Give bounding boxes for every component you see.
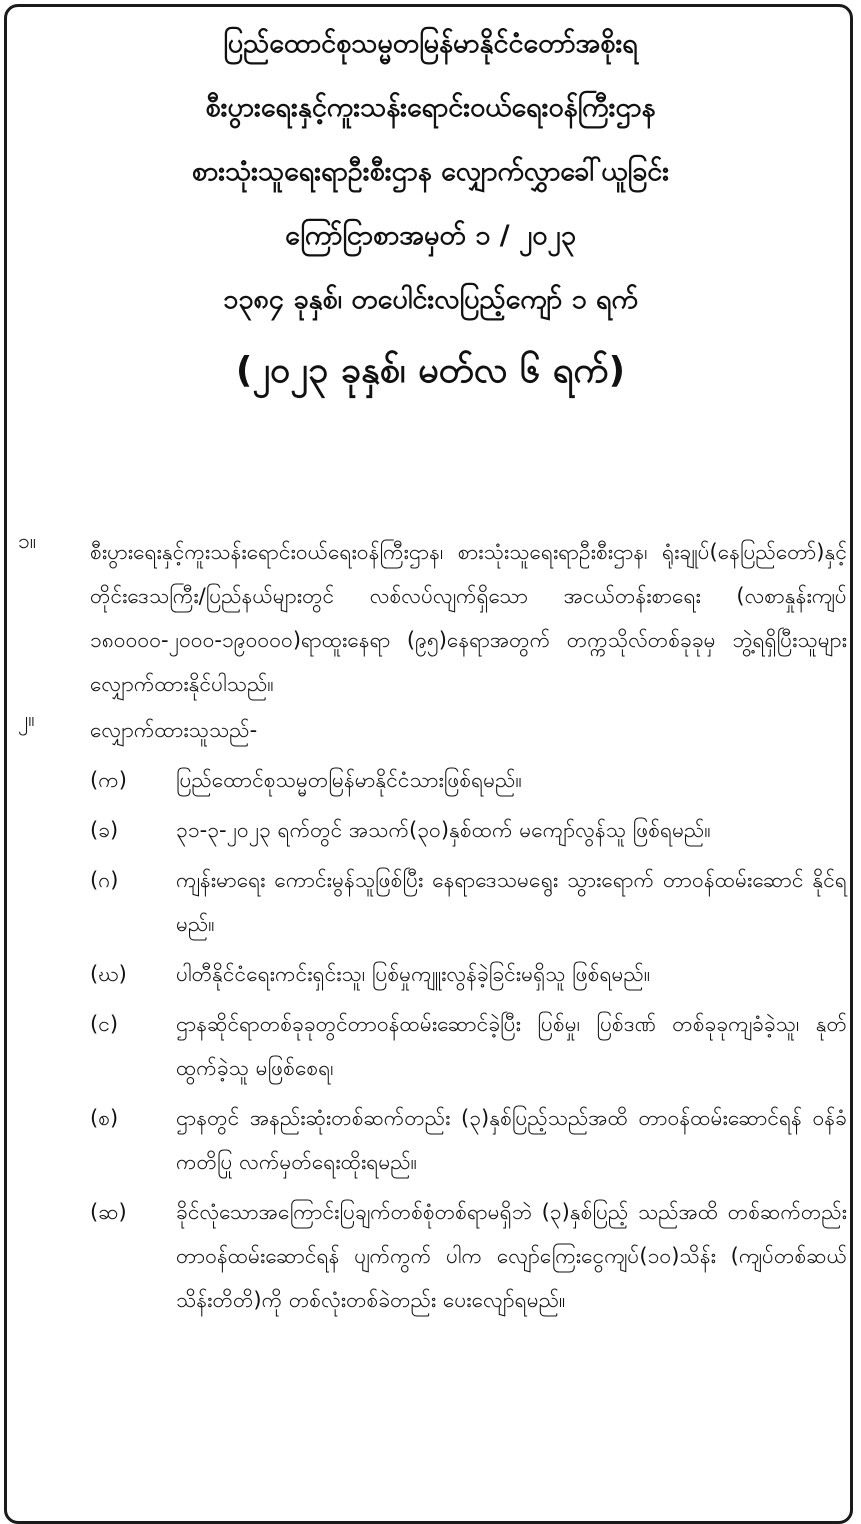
paragraph-1	[18, 530, 847, 706]
item-text: ၃၁-၃-၂၀၂၃ ရက်တွင် အသက်(၃၀)နှစ်ထက် မကျော်လွန်သူ ဖြစ်ရမည်။	[176, 818, 711, 842]
heading-line-department: စားသုံးသူရေးရာဦးစီးဌာန လျှောက်လွှာခေါ်ယူခြင်း	[191, 156, 670, 187]
item-label: (ခ)	[90, 818, 119, 842]
heading-line-notice-number: ကြော်ငြာစာအမှတ် ၁ / ၂၀၂၃	[285, 220, 576, 251]
heading-line-gregorian-date: (၂၀၂၃ ခုနှစ်၊ မတ်လ ၆ ရက်)	[235, 350, 626, 391]
announcement-heading	[10, 12, 851, 410]
paragraph-number: ၁။	[18, 529, 37, 553]
announcement-body	[18, 530, 847, 1322]
item-label: (စ)	[90, 1106, 119, 1130]
paragraph-text: စီးပွားရေးနှင့်ကူးသန်းရောင်းဝယ်ရေးဝန်ကြီးဌာန၊ စားသုံးသူရေးရာဦးစီးဌာန၊ ရုံးချုပ်(နေပြည်တော်)နှင့် တိုင်းဒေသကြီး/ပြည်နယ်များတွင် လစ်လပ်လျက်ရှိသော အငယ်တန်းစာရေး (လစာနှုန်းကျပ် ၁၈၀၀၀၀-၂၀၀၀-၁၉၀၀၀၀)ရာထူးနေရာ (၉၅)နေရာအတွက် တက္ကသိုလ်တစ်ခုခုမှ ဘွဲ့ရရှိပြီးသူများ လျှောက်ထားနိုင်ပါသည်။	[90, 540, 847, 696]
heading-line-government: ပြည်ထောင်စုသမ္မတမြန်မာနိုင်ငံတော်အစိုးရ	[223, 28, 638, 59]
paragraph-2	[18, 708, 847, 752]
list-item	[90, 1002, 847, 1090]
item-text: ခိုင်လုံသောအကြောင်းပြချက်တစ်စုံတစ်ရာမရှိဘဲ (၃)နှစ်ပြည့် သည်အထိ တစ်ဆက်တည်း တာဝန်ထမ်းဆောင်ရန် ပျက်ကွက် ပါက လျော်ကြေးငွေကျပ်(၁၀)သိန်း (ကျပ်တစ်ဆယ်သိန်းတိတိ)ကို တစ်လုံးတစ်ခဲတည်း ပေးလျော်ရမည်။	[176, 1200, 847, 1312]
item-label: (င)	[90, 1012, 119, 1036]
list-item	[90, 808, 847, 852]
list-item	[90, 1190, 847, 1322]
heading-line-myanmar-date: ၁၃၈၄ ခုနှစ်၊ တပေါင်းလပြည့်ကျော် ၁ ရက်	[223, 284, 638, 315]
item-text: ဌာနဆိုင်ရာတစ်ခုခုတွင်တာဝန်ထမ်းဆောင်ခဲ့ပြီး ပြစ်မှု၊ ပြစ်ဒဏ် တစ်ခုခုကျခံခဲ့သူ၊ နုတ်ထွက်ခဲ့သူ မဖြစ်စေရ၊	[176, 1012, 847, 1080]
item-text: ပြည်ထောင်စုသမ္မတမြန်မာနိုင်ငံသားဖြစ်ရမည်။	[176, 768, 522, 792]
paragraph-intro: လျှောက်ထားသူသည်-	[90, 718, 258, 742]
item-label: (ဃ)	[90, 962, 127, 986]
item-label: (က)	[90, 768, 127, 792]
item-label: (ဆ)	[90, 1200, 127, 1224]
list-item	[90, 858, 847, 946]
item-text: ပါတီနိုင်ငံရေးကင်းရှင်းသူ၊ ပြစ်မှုကျူးလွန်ခဲ့ခြင်းမရှိသူ ဖြစ်ရမည်။	[176, 962, 651, 986]
list-item	[90, 952, 847, 996]
list-item	[90, 758, 847, 802]
heading-line-ministry: စီးပွားရေးနှင့်ကူးသန်းရောင်းဝယ်ရေးဝန်ကြီးဌာန	[205, 92, 656, 123]
item-text: ကျန်းမာရေး ကောင်းမွန်သူဖြစ်ပြီး နေရာဒေသမရွေး သွားရောက် တာဝန်ထမ်းဆောင် နိုင်ရမည်။	[176, 868, 847, 936]
item-label: (ဂ)	[90, 868, 119, 892]
list-item	[90, 1096, 847, 1184]
paragraph-number: ၂။	[18, 707, 35, 731]
item-text: ဌာနတွင် အနည်းဆုံးတစ်ဆက်တည်း (၃)နှစ်ပြည့်သည်အထိ တာဝန်ထမ်းဆောင်ရန် ဝန်ခံကတိပြု လက်မှတ်ရေးထိုးရမည်။	[176, 1106, 847, 1174]
